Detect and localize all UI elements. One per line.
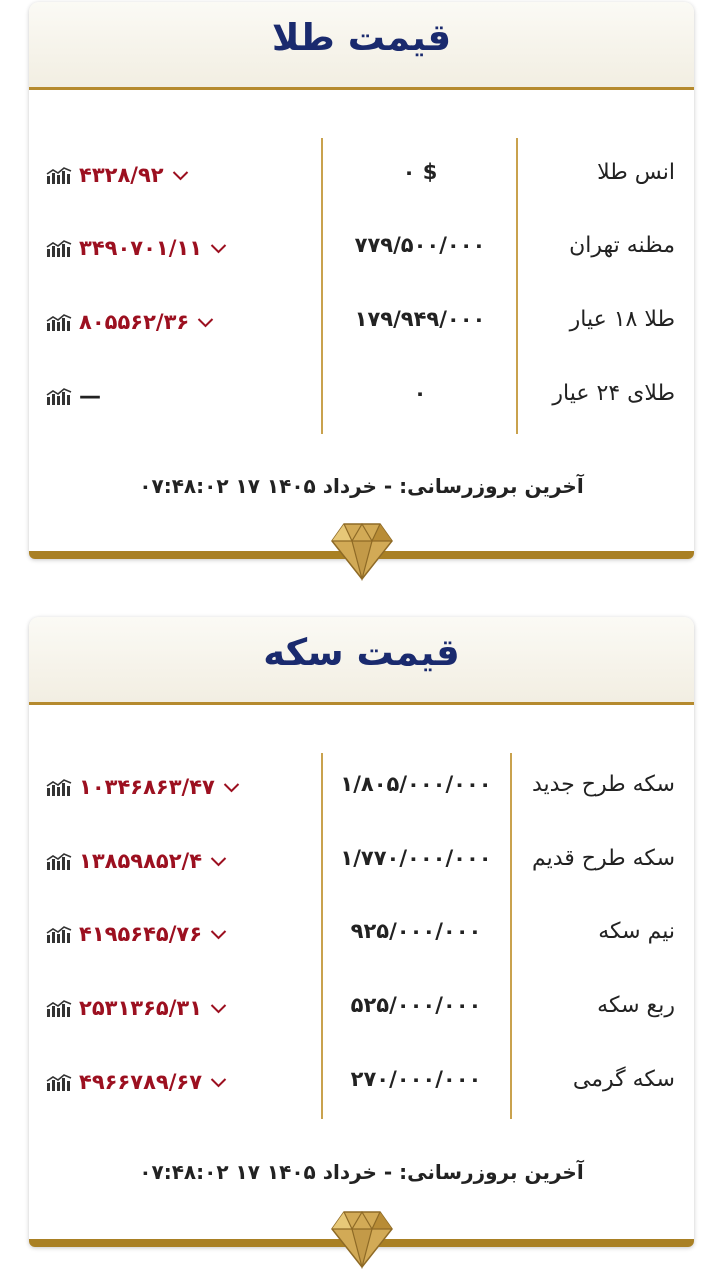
change-value: ۳۴۹۰۷۰۱/۱۱ [79, 236, 203, 260]
update-time: ۰۷:۴۸:۰۲ [139, 474, 229, 498]
chevron-down-icon [210, 929, 227, 940]
gold-item-name: انس طلا [597, 160, 675, 185]
change-value: ۴۳۲۸/۹۲ [79, 163, 164, 187]
gold-item-change [46, 307, 214, 337]
coin-item-name: سکه طرح جدید [531, 772, 675, 797]
diamond-icon [330, 521, 394, 581]
gold-last-update [29, 474, 694, 498]
bar-chart-icon[interactable] [46, 1072, 73, 1092]
coin-item-change [46, 1067, 227, 1097]
bar-chart-icon[interactable] [46, 386, 73, 406]
update-time: ۰۷:۴۸:۰۲ [139, 1160, 229, 1184]
coin-item-change [46, 919, 227, 949]
coin-item-price: ۱/۸۰۵/۰۰۰/۰۰۰ [340, 772, 492, 796]
bar-chart-icon[interactable] [46, 851, 73, 871]
chevron-down-icon [210, 243, 227, 254]
bar-chart-icon[interactable] [46, 165, 73, 185]
gold-item-name: مظنه تهران [569, 233, 675, 258]
bar-chart-icon[interactable] [46, 924, 73, 944]
change-value: ۸۰۵۵۶۲/۳۶ [79, 310, 190, 334]
gold-item-change [46, 160, 189, 190]
coin-last-update [29, 1160, 694, 1184]
update-label: آخرین بروزرسانی: [399, 1160, 584, 1184]
chevron-down-icon [210, 1003, 227, 1014]
coin-item-change [46, 993, 227, 1023]
chevron-down-icon [210, 856, 227, 867]
coin-item-change [46, 846, 227, 876]
bar-chart-icon[interactable] [46, 777, 73, 797]
gold-item-price: ۷۷۹/۵۰۰/۰۰۰ [354, 233, 486, 257]
coin-item-name: ربع سکه [597, 993, 675, 1018]
gold-item-change [46, 233, 227, 263]
gold-row-18k [29, 303, 694, 343]
coin-item-name: سکه گرمی [572, 1067, 675, 1092]
coin-price-card [29, 617, 694, 1247]
chevron-down-icon [197, 317, 214, 328]
coin-item-price: ۵۲۵/۰۰۰/۰۰۰ [350, 993, 482, 1017]
change-value: ۲۵۳۱۳۶۵/۳۱ [79, 996, 203, 1020]
gold-item-name: طلا ۱۸ عیار [569, 307, 675, 332]
coin-row-new [29, 768, 694, 808]
chevron-down-icon [172, 170, 189, 181]
update-date: ۱۷ خرداد ۱۴۰۵ - [235, 474, 393, 498]
chevron-down-icon [223, 782, 240, 793]
gold-item-name: طلای ۲۴ عیار [552, 381, 675, 406]
coin-row-old [29, 842, 694, 882]
coin-item-change [46, 772, 240, 802]
bar-chart-icon[interactable] [46, 998, 73, 1018]
gold-card-title: قیمت طلا [271, 16, 452, 59]
gold-row-ounce [29, 156, 694, 196]
update-label: آخرین بروزرسانی: [399, 474, 584, 498]
gold-item-price: ۰ [413, 381, 427, 405]
bar-chart-icon[interactable] [46, 238, 73, 258]
change-value: ۴۹۶۶۷۸۹/۶۷ [79, 1070, 203, 1094]
gold-card-header [29, 2, 694, 90]
chevron-down-icon [210, 1077, 227, 1088]
gold-price-card [29, 2, 694, 559]
change-value: ۴۱۹۵۶۴۵/۷۶ [79, 922, 203, 946]
coin-item-price: ۱/۷۷۰/۰۰۰/۰۰۰ [340, 846, 492, 870]
gold-item-price: ۰ $ [402, 160, 438, 184]
coin-row-gram [29, 1063, 694, 1103]
coin-item-price: ۹۲۵/۰۰۰/۰۰۰ [350, 919, 482, 943]
gold-item-change [46, 381, 101, 411]
coin-card-title: قیمت سکه [263, 631, 460, 674]
coin-item-name: نیم سکه [598, 919, 675, 944]
gold-item-price: ۱۷۹/۹۴۹/۰۰۰ [354, 307, 486, 331]
coin-row-half [29, 915, 694, 955]
update-date: ۱۷ خرداد ۱۴۰۵ - [235, 1160, 393, 1184]
change-value: — [79, 383, 101, 409]
coin-card-header [29, 617, 694, 705]
diamond-icon [330, 1209, 394, 1269]
change-value: ۱۳۸۵۹۸۵۲/۴ [79, 849, 203, 873]
change-value: ۱۰۳۴۶۸۶۳/۴۷ [79, 775, 215, 799]
gold-row-tehran [29, 229, 694, 269]
bar-chart-icon[interactable] [46, 312, 73, 332]
coin-item-price: ۲۷۰/۰۰۰/۰۰۰ [350, 1067, 482, 1091]
coin-row-quarter [29, 989, 694, 1029]
coin-item-name: سکه طرح قدیم [531, 846, 675, 871]
gold-row-24k [29, 377, 694, 417]
